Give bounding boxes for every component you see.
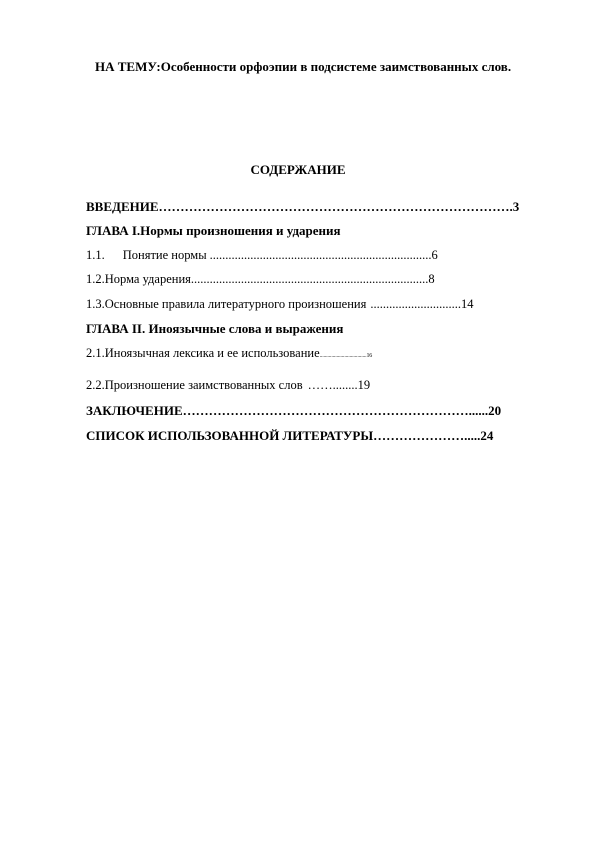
toc-leader: ………………………………………………………………………. — [158, 199, 513, 214]
toc-entry-label: СПИСОК ИСПОЛЬЗОВАННОЙ ЛИТЕРАТУРЫ — [86, 428, 374, 443]
toc-entry-label: ГЛАВА II. Иноязычные слова и выражения — [86, 321, 344, 336]
toc-page-number: 19 — [357, 378, 371, 392]
toc-leader: ....................................................................... — [209, 248, 432, 262]
toc-entry-label: 2.2.Произношение заимствованных слов — [86, 378, 303, 392]
toc-page-number: 16 — [366, 353, 373, 359]
toc-entry-label: ЗАКЛЮЧЕНИЕ — [86, 403, 183, 418]
toc-entry-conclusion — [86, 403, 501, 419]
toc-leader: ............................................................................ — [190, 272, 429, 286]
toc-entry-2-2 — [86, 378, 370, 393]
toc-leader: …………………………………………………………...... — [182, 403, 489, 418]
toc-page-number: 24 — [480, 428, 494, 443]
toc-entry-1-2 — [86, 272, 435, 287]
toc-chapter-1 — [86, 223, 341, 239]
toc-entry-intro — [86, 199, 519, 215]
toc-entry-label: 1.3.Основные правила литературного произношения — [86, 297, 367, 311]
toc-entry-2-1 — [86, 346, 372, 361]
toc-leader: …………………..... — [373, 428, 481, 443]
toc-entry-1-1 — [86, 248, 438, 263]
toc-entry-number: 1.1. — [86, 248, 105, 262]
toc-entry-label: Понятие нормы — [122, 248, 207, 262]
toc-leader: .................................... — [319, 353, 367, 359]
toc-leader: ……........ — [307, 378, 358, 392]
toc-entry-label: 1.2.Норма ударения — [86, 272, 191, 286]
toc-leader: ............................. — [370, 297, 461, 311]
toc-entry-1-3 — [86, 297, 473, 312]
toc-page-number: 20 — [488, 403, 502, 418]
toc-page-number: 6 — [431, 248, 438, 262]
toc-title: СОДЕРЖАНИЕ — [250, 162, 346, 177]
toc-chapter-2 — [86, 321, 343, 337]
toc-entry-bibliography — [86, 428, 493, 444]
toc-page-number: 8 — [428, 272, 435, 286]
toc-page-number: 14 — [460, 297, 474, 311]
toc-entry-label: ВВЕДЕНИЕ — [86, 199, 159, 214]
document-subject: НА ТЕМУ:Особенности орфоэпии в подсистеме заимствованных слов. — [95, 59, 512, 74]
toc-entry-label: ГЛАВА I.Нормы произношения и ударения — [86, 223, 341, 238]
toc-entry-label: 2.1.Иноязычная лексика и ее использование — [86, 346, 320, 360]
toc-page-number: 3 — [512, 199, 520, 214]
